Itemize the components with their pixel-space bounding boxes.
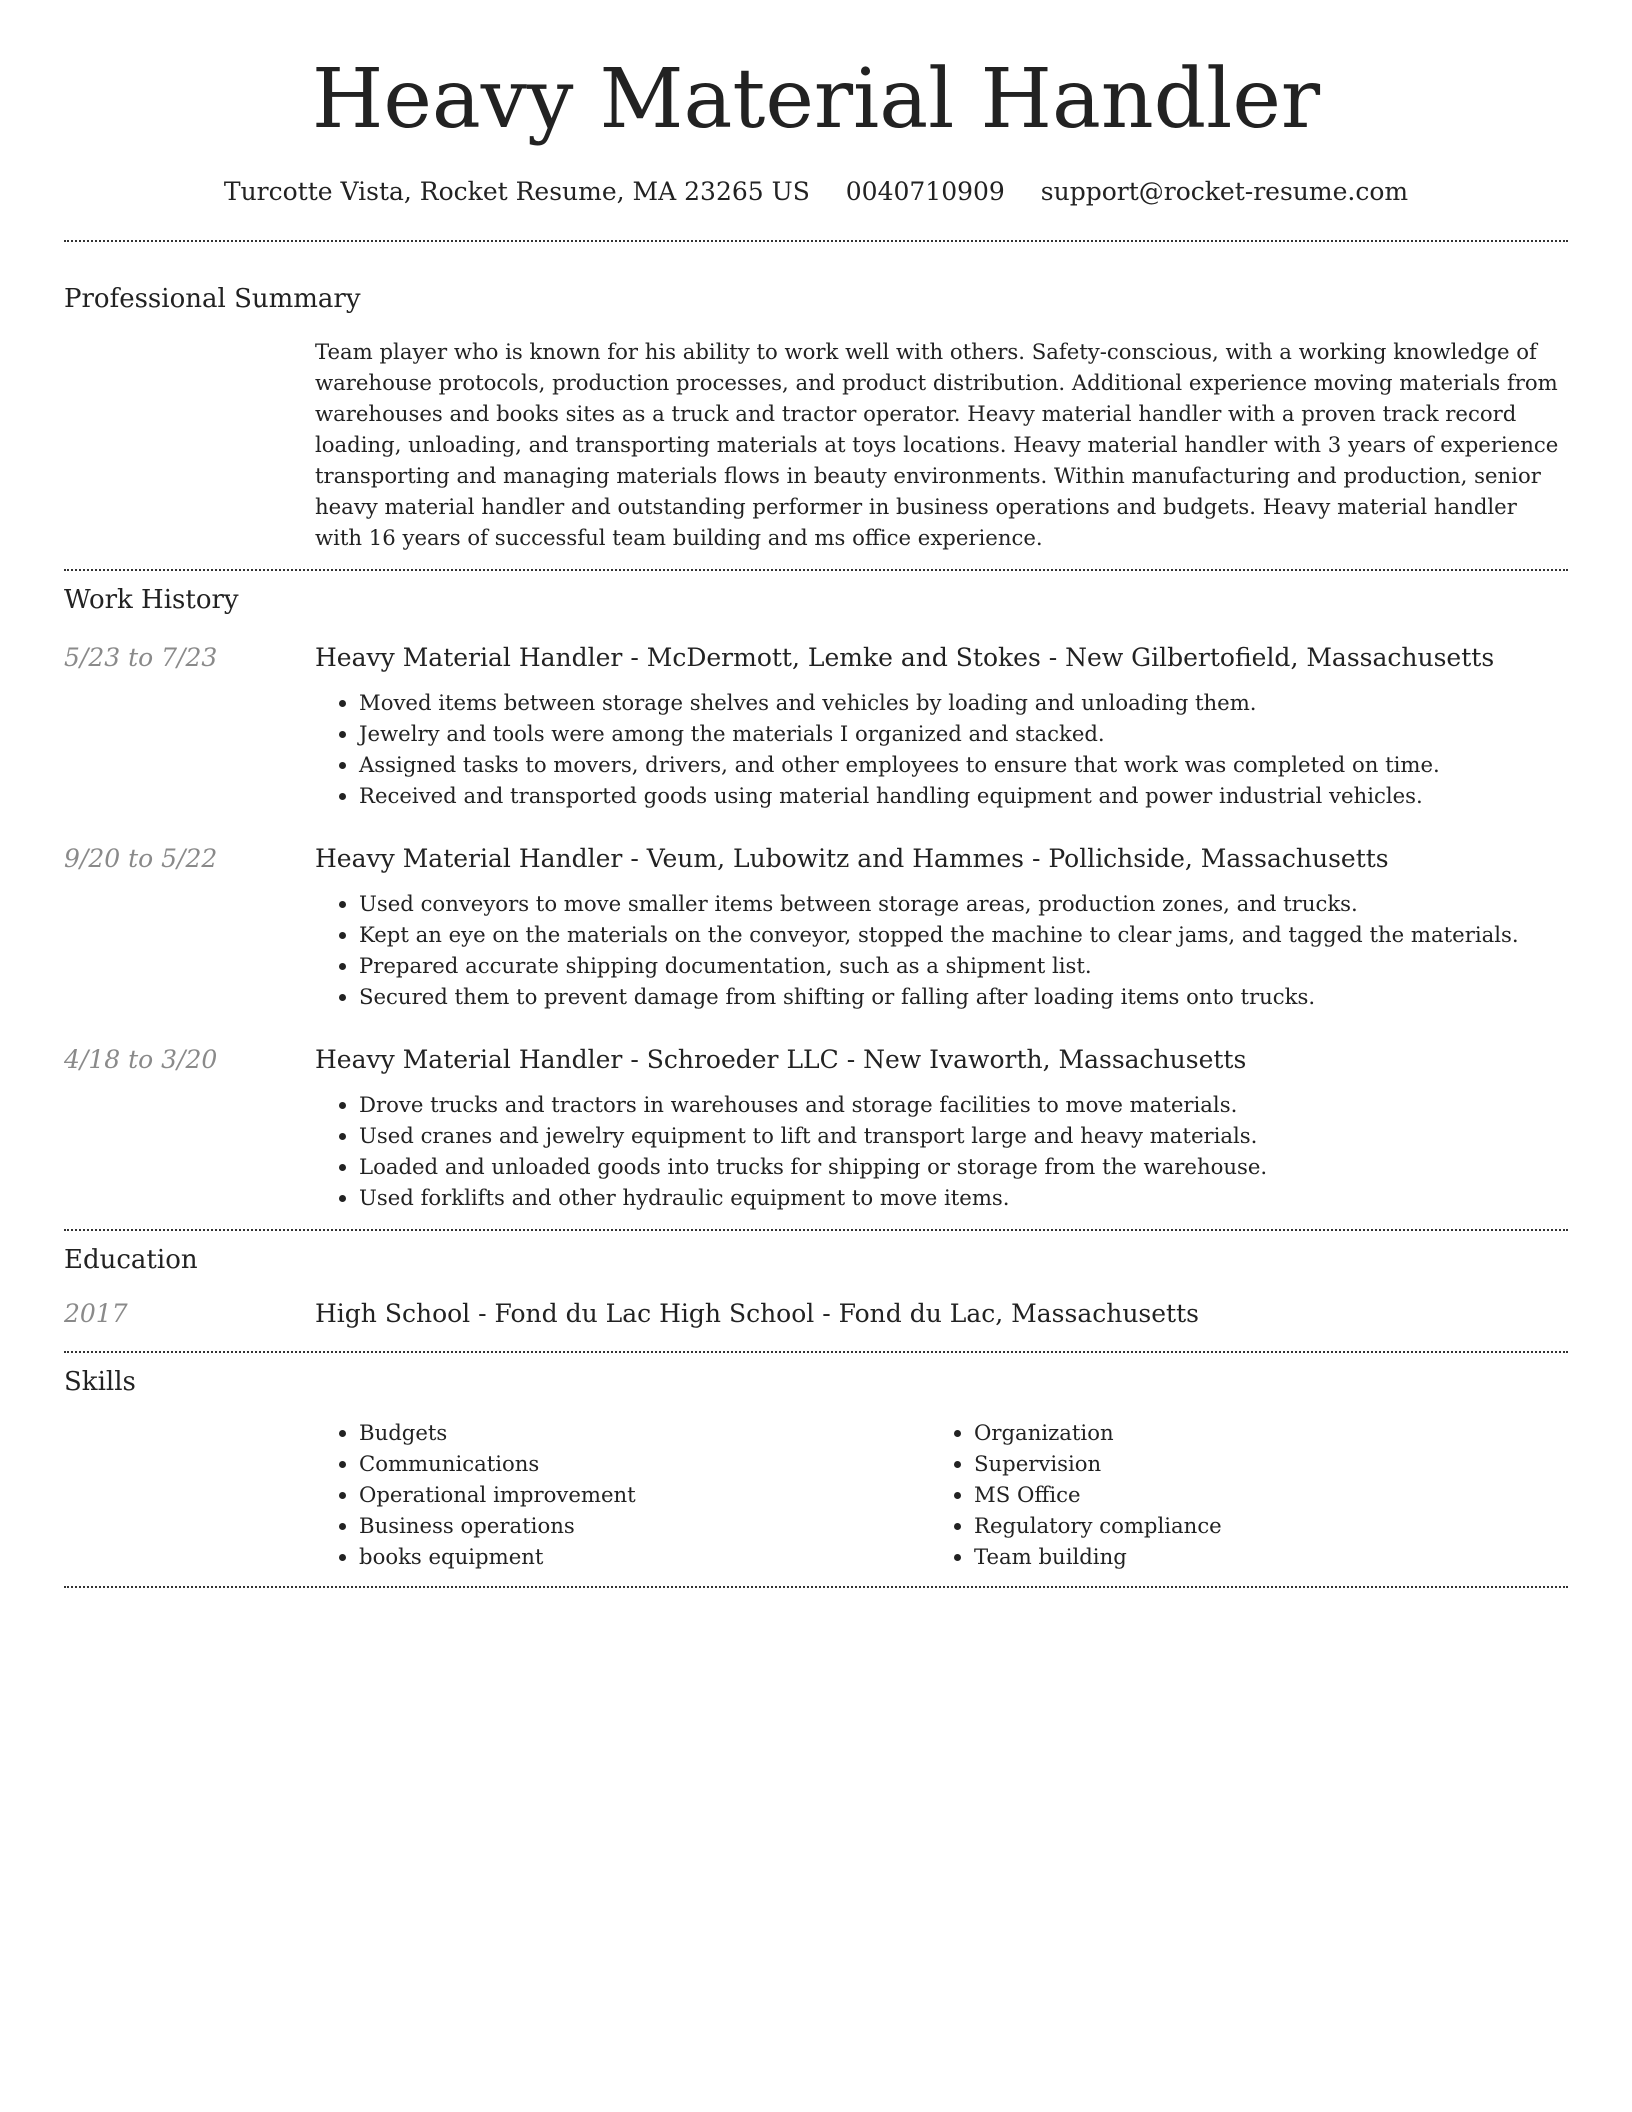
work-history-title: Work History (64, 585, 239, 615)
divider (64, 1351, 1568, 1353)
work-entry-bullets (315, 888, 1568, 1012)
resume-page (64, 0, 1568, 1588)
skill-item: • books equipment (359, 1541, 930, 1572)
list-item: • Kept an eye on the materials on the conveyor, stopped the machine to clear jams, and tagged the materials. (359, 919, 1568, 950)
skill-item: • Team building (974, 1541, 1545, 1572)
list-item: • Prepared accurate shipping documentation, such as a shipment list. (359, 950, 1568, 981)
list-item: • Loaded and unloaded goods into trucks for shipping or storage from the warehouse. (359, 1151, 1568, 1182)
divider (64, 1586, 1568, 1588)
divider (64, 569, 1568, 571)
contact-address: Turcotte Vista, Rocket Resume, MA 23265 US (223, 177, 810, 206)
list-item: • Used cranes and jewelry equipment to lift and transport large and heavy materials. (359, 1120, 1568, 1151)
summary-title: Professional Summary (64, 284, 361, 314)
education-year: 2017 (64, 1299, 128, 1328)
divider (64, 240, 1568, 242)
skill-item: • Operational improvement (359, 1479, 930, 1510)
divider (64, 1229, 1568, 1231)
list-item: • Jewelry and tools were among the materials I organized and stacked. (359, 718, 1568, 749)
education-heading: High School - Fond du Lac High School - Fond du Lac, Massachusetts (315, 1299, 1199, 1328)
list-item: • Assigned tasks to movers, drivers, and other employees to ensure that work was completed on time. (359, 749, 1568, 780)
education-entry (64, 1297, 1568, 1331)
summary-text: Team player who is known for his ability to work well with others. Safety-conscious, with a working knowledge of warehouse protocols, production processes, and product distribution. Additional experience moving materials from warehouses and books sites as a truck and tractor operator. Heavy material handler with a proven track record loading, unloading, and transporting materials at toys locations. Heavy material handler with 3 years of experience transporting and managing materials flows in beauty environments. Within manufacturing and production, senior heavy material handler and outstanding performer in business operations and budgets. Heavy material handler with 16 years of successful team building and ms office experience. (315, 339, 1559, 550)
work-entry-heading: Heavy Material Handler - Schroeder LLC - New Ivaworth, Massachusetts (315, 1045, 1247, 1074)
skill-item: • Supervision (974, 1448, 1545, 1479)
work-entry (64, 842, 1568, 1012)
education-section (64, 1243, 1568, 1331)
work-entry-dates: 5/23 to 7/23 (64, 643, 218, 672)
skill-item: • MS Office (974, 1479, 1545, 1510)
skill-item: • Regulatory compliance (974, 1510, 1545, 1541)
skills-list-right (930, 1417, 1545, 1572)
skill-item: • Organization (974, 1417, 1545, 1448)
skill-item: • Communications (359, 1448, 930, 1479)
skills-columns (315, 1417, 1568, 1572)
skill-item: • Budgets (359, 1417, 930, 1448)
work-entry (64, 641, 1568, 811)
work-history-section (64, 583, 1568, 1213)
work-entry-heading: Heavy Material Handler - McDermott, Lemke and Stokes - New Gilbertofield, Massachusetts (315, 643, 1495, 672)
skills-list-left (315, 1417, 930, 1572)
list-item: • Drove trucks and tractors in warehouses and storage facilities to move materials. (359, 1089, 1568, 1120)
list-item: • Secured them to prevent damage from shifting or falling after loading items onto trucks. (359, 981, 1568, 1012)
list-item: • Moved items between storage shelves and vehicles by loading and unloading them. (359, 687, 1568, 718)
work-entry (64, 1043, 1568, 1213)
resume-name: Heavy Material Handler (311, 52, 1321, 147)
list-item: • Used conveyors to move smaller items between storage areas, production zones, and trucks. (359, 888, 1568, 919)
work-entry-bullets (315, 1089, 1568, 1213)
skills-section (64, 1365, 1568, 1572)
work-entry-heading: Heavy Material Handler - Veum, Lubowitz and Hammes - Pollichside, Massachusetts (315, 844, 1389, 873)
list-item: • Received and transported goods using material handling equipment and power industrial vehicles. (359, 780, 1568, 811)
work-entry-dates: 9/20 to 5/22 (64, 844, 218, 873)
contact-info (64, 176, 1568, 208)
skills-title: Skills (64, 1367, 136, 1397)
contact-phone: 0040710909 (845, 177, 1005, 206)
work-entry-dates: 4/18 to 3/20 (64, 1045, 218, 1074)
summary-section (64, 282, 1568, 553)
skill-item: • Business operations (359, 1510, 930, 1541)
list-item: • Used forklifts and other hydraulic equipment to move items. (359, 1182, 1568, 1213)
contact-email: support@rocket-resume.com (1040, 177, 1409, 206)
work-entry-bullets (315, 687, 1568, 811)
education-title: Education (64, 1245, 198, 1275)
